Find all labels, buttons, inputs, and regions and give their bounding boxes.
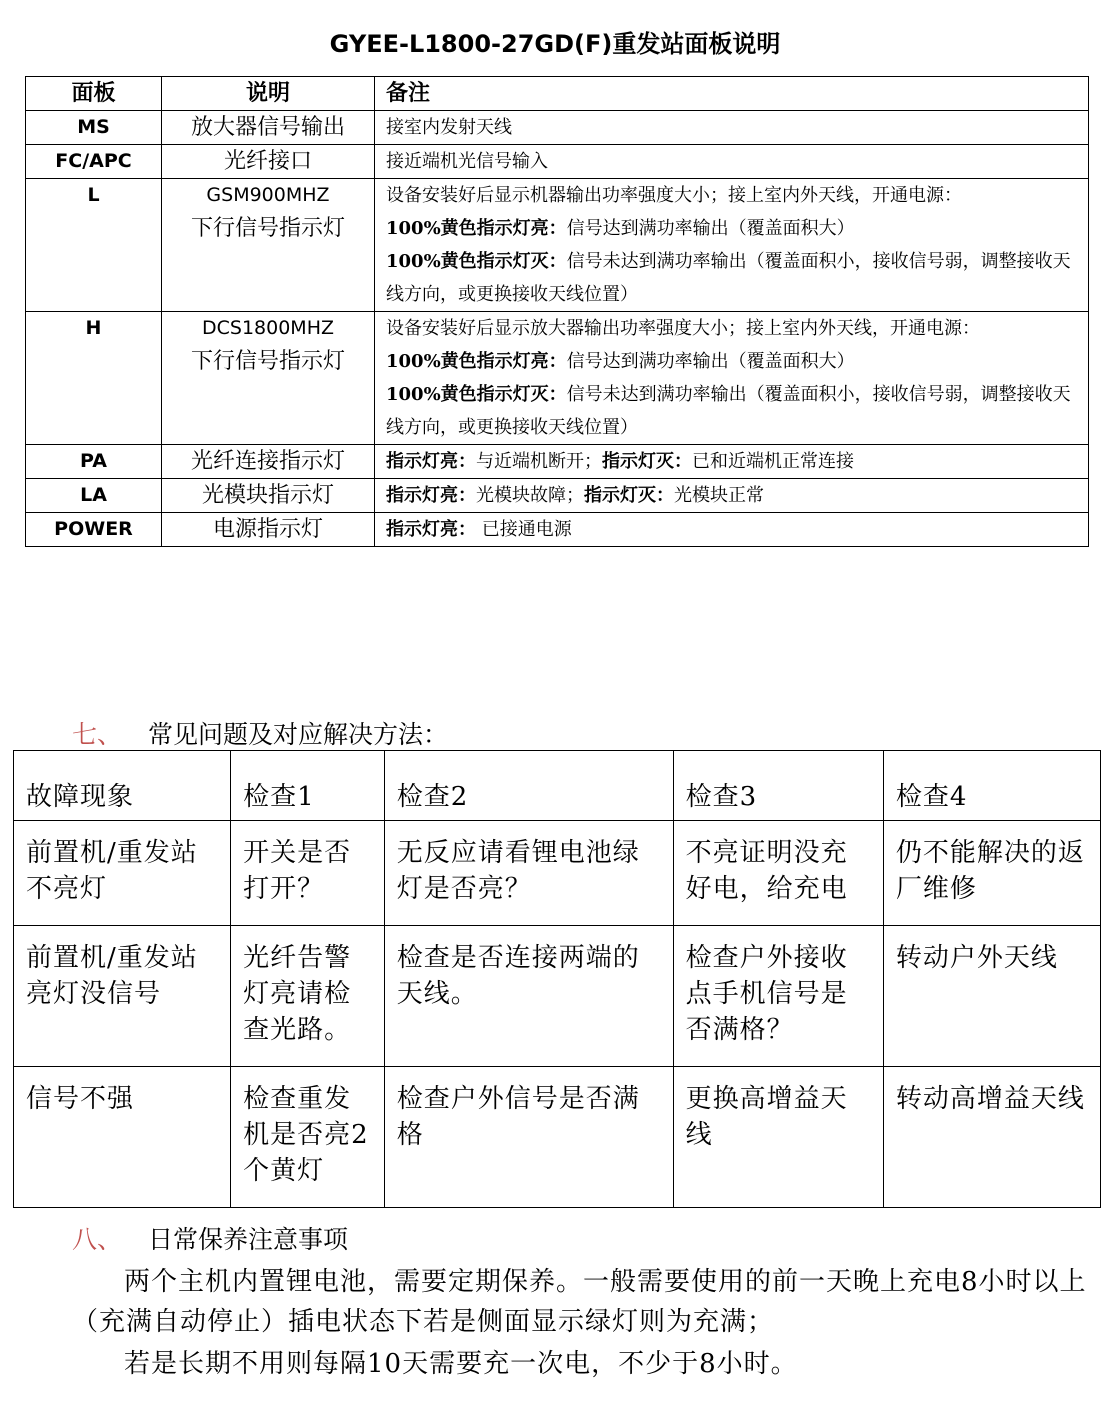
panel-desc — [162, 312, 375, 445]
faq-row — [14, 821, 1101, 926]
faq-cell: 无反应请看锂电池绿灯是否亮？ — [384, 821, 673, 926]
faq-header: 检查3 — [673, 751, 883, 821]
panel-label: PA — [26, 445, 162, 479]
panel-table — [25, 76, 1089, 547]
note-text: 光模块正常 — [674, 485, 764, 506]
panel-label: FC/APC — [26, 145, 162, 179]
note-text: 已接通电源 — [476, 519, 572, 540]
faq-table — [13, 750, 1101, 1208]
section-title: 日常保养注意事项 — [148, 1225, 349, 1254]
panel-note — [375, 479, 1089, 513]
desc-line: 光模块指示灯 — [201, 483, 334, 508]
note-text: 光模块故障； — [476, 485, 584, 506]
faq-cell: 转动户外天线 — [883, 926, 1100, 1067]
desc-line: 下行信号指示灯 — [190, 349, 345, 374]
table-row — [26, 513, 1089, 547]
panel-note — [375, 312, 1089, 445]
faq-cell: 转动高增益天线 — [883, 1067, 1100, 1208]
panel-label: LA — [26, 479, 162, 513]
panel-note — [375, 445, 1089, 479]
desc-line: 下行信号指示灯 — [190, 216, 345, 241]
faq-cell: 开关是否打开？ — [231, 821, 385, 926]
table-row — [26, 312, 1089, 445]
faq-cell: 检查是否连接两端的天线。 — [384, 926, 673, 1067]
header-panel: 面板 — [26, 77, 162, 111]
note-line: 接室内发射天线 — [386, 117, 512, 138]
section-7-heading — [72, 715, 448, 751]
panel-note — [375, 179, 1089, 312]
note-line — [386, 445, 1080, 478]
note-line: 设备安装好后显示机器输出功率强度大小；接上室内外天线，开通电源： — [386, 185, 962, 206]
maintenance-paragraph: 两个主机内置锂电池，需要定期保养。一般需要使用的前一天晚上充电8小时以上（充满自动停止）插电状态下若是侧面显示绿灯则为充满； — [72, 1267, 1087, 1337]
desc-line: 电源指示灯 — [212, 517, 323, 542]
note-bold: 100%黄色指示灯灭： — [386, 384, 567, 405]
faq-header: 检查4 — [883, 751, 1100, 821]
table-row — [26, 479, 1089, 513]
panel-desc — [162, 445, 375, 479]
panel-desc — [162, 513, 375, 547]
note-bold: 指示灯亮： — [386, 519, 476, 540]
section-number: 八、 — [72, 1225, 123, 1254]
section-title: 常见问题及对应解决方法： — [148, 720, 449, 749]
note-text: 已和近端机正常连接 — [692, 451, 854, 472]
panel-note — [375, 513, 1089, 547]
faq-header: 故障现象 — [14, 751, 231, 821]
faq-cell: 仍不能解决的返厂维修 — [883, 821, 1100, 926]
header-desc: 说明 — [162, 77, 375, 111]
note-bold: 100%黄色指示灯亮： — [386, 351, 567, 372]
note-text: 与近端机断开； — [476, 451, 602, 472]
panel-note — [375, 111, 1089, 145]
panel-desc — [162, 179, 375, 312]
faq-cell: 信号不强 — [14, 1067, 231, 1208]
note-line — [386, 479, 1080, 512]
maintenance-paragraph: 若是长期不用则每隔10天需要充一次电，不少于8小时。 — [124, 1349, 798, 1379]
faq-cell: 光纤告警灯亮请检查光路。 — [231, 926, 385, 1067]
table-row — [26, 145, 1089, 179]
note-bold: 指示灯亮： — [386, 451, 476, 472]
note-text: 信号未达到满功率输出（覆盖面积小，接收信号弱，调整接收天线方向，或更换接收天线位置） — [386, 384, 1071, 438]
faq-cell: 更换高增益天线 — [673, 1067, 883, 1208]
panel-desc — [162, 145, 375, 179]
faq-header-row — [14, 751, 1101, 821]
header-note: 备注 — [375, 77, 1089, 111]
page-title: GYEE-L1800-27GD(F)重发站面板说明 — [329, 30, 781, 58]
note-line — [386, 245, 1080, 311]
note-bold: 100%黄色指示灯灭： — [386, 251, 567, 272]
faq-row — [14, 1067, 1101, 1208]
desc-line: 光纤连接指示灯 — [190, 449, 345, 474]
desc-line: DCS1800MHZ — [201, 317, 334, 339]
panel-label: POWER — [26, 513, 162, 547]
table-row — [26, 445, 1089, 479]
table-row — [26, 179, 1089, 312]
faq-cell: 前置机/重发站不亮灯 — [14, 821, 231, 926]
note-text: 信号达到满功率输出（覆盖面积大） — [566, 218, 855, 239]
faq-cell: 检查重发机是否亮2个黄灯 — [231, 1067, 385, 1208]
panel-desc — [162, 111, 375, 145]
note-text: 信号未达到满功率输出（覆盖面积小，接收信号弱，调整接收天线方向，或更换接收天线位置） — [386, 251, 1071, 305]
note-text: 信号达到满功率输出（覆盖面积大） — [566, 351, 855, 372]
note-bold: 100%黄色指示灯亮： — [386, 218, 567, 239]
faq-cell: 不亮证明没充好电，给充电 — [673, 821, 883, 926]
faq-cell: 检查户外信号是否满格 — [384, 1067, 673, 1208]
faq-cell: 检查户外接收点手机信号是否满格？ — [673, 926, 883, 1067]
section-8-heading — [72, 1220, 348, 1256]
note-line — [386, 212, 1080, 245]
desc-line: GSM900MHZ — [206, 184, 330, 206]
note-bold: 指示灯灭： — [602, 451, 692, 472]
faq-header: 检查2 — [384, 751, 673, 821]
note-line — [386, 378, 1080, 444]
panel-note — [375, 145, 1089, 179]
faq-header: 检查1 — [231, 751, 385, 821]
faq-row — [14, 926, 1101, 1067]
table-row — [26, 111, 1089, 145]
section-number: 七、 — [72, 720, 123, 749]
panel-desc — [162, 479, 375, 513]
desc-line: 放大器信号输出 — [190, 115, 345, 140]
panel-label: MS — [26, 111, 162, 145]
note-bold: 指示灯亮： — [386, 485, 476, 506]
note-line: 设备安装好后显示放大器输出功率强度大小；接上室内外天线，开通电源： — [386, 318, 980, 339]
panel-table-header — [26, 77, 1089, 111]
panel-label: H — [26, 312, 162, 445]
note-line: 接近端机光信号输入 — [386, 151, 548, 172]
note-line — [386, 513, 1080, 546]
faq-cell: 前置机/重发站亮灯没信号 — [14, 926, 231, 1067]
note-line — [386, 345, 1080, 378]
panel-label: L — [26, 179, 162, 312]
note-bold: 指示灯灭： — [584, 485, 674, 506]
desc-line: 光纤接口 — [223, 149, 312, 174]
